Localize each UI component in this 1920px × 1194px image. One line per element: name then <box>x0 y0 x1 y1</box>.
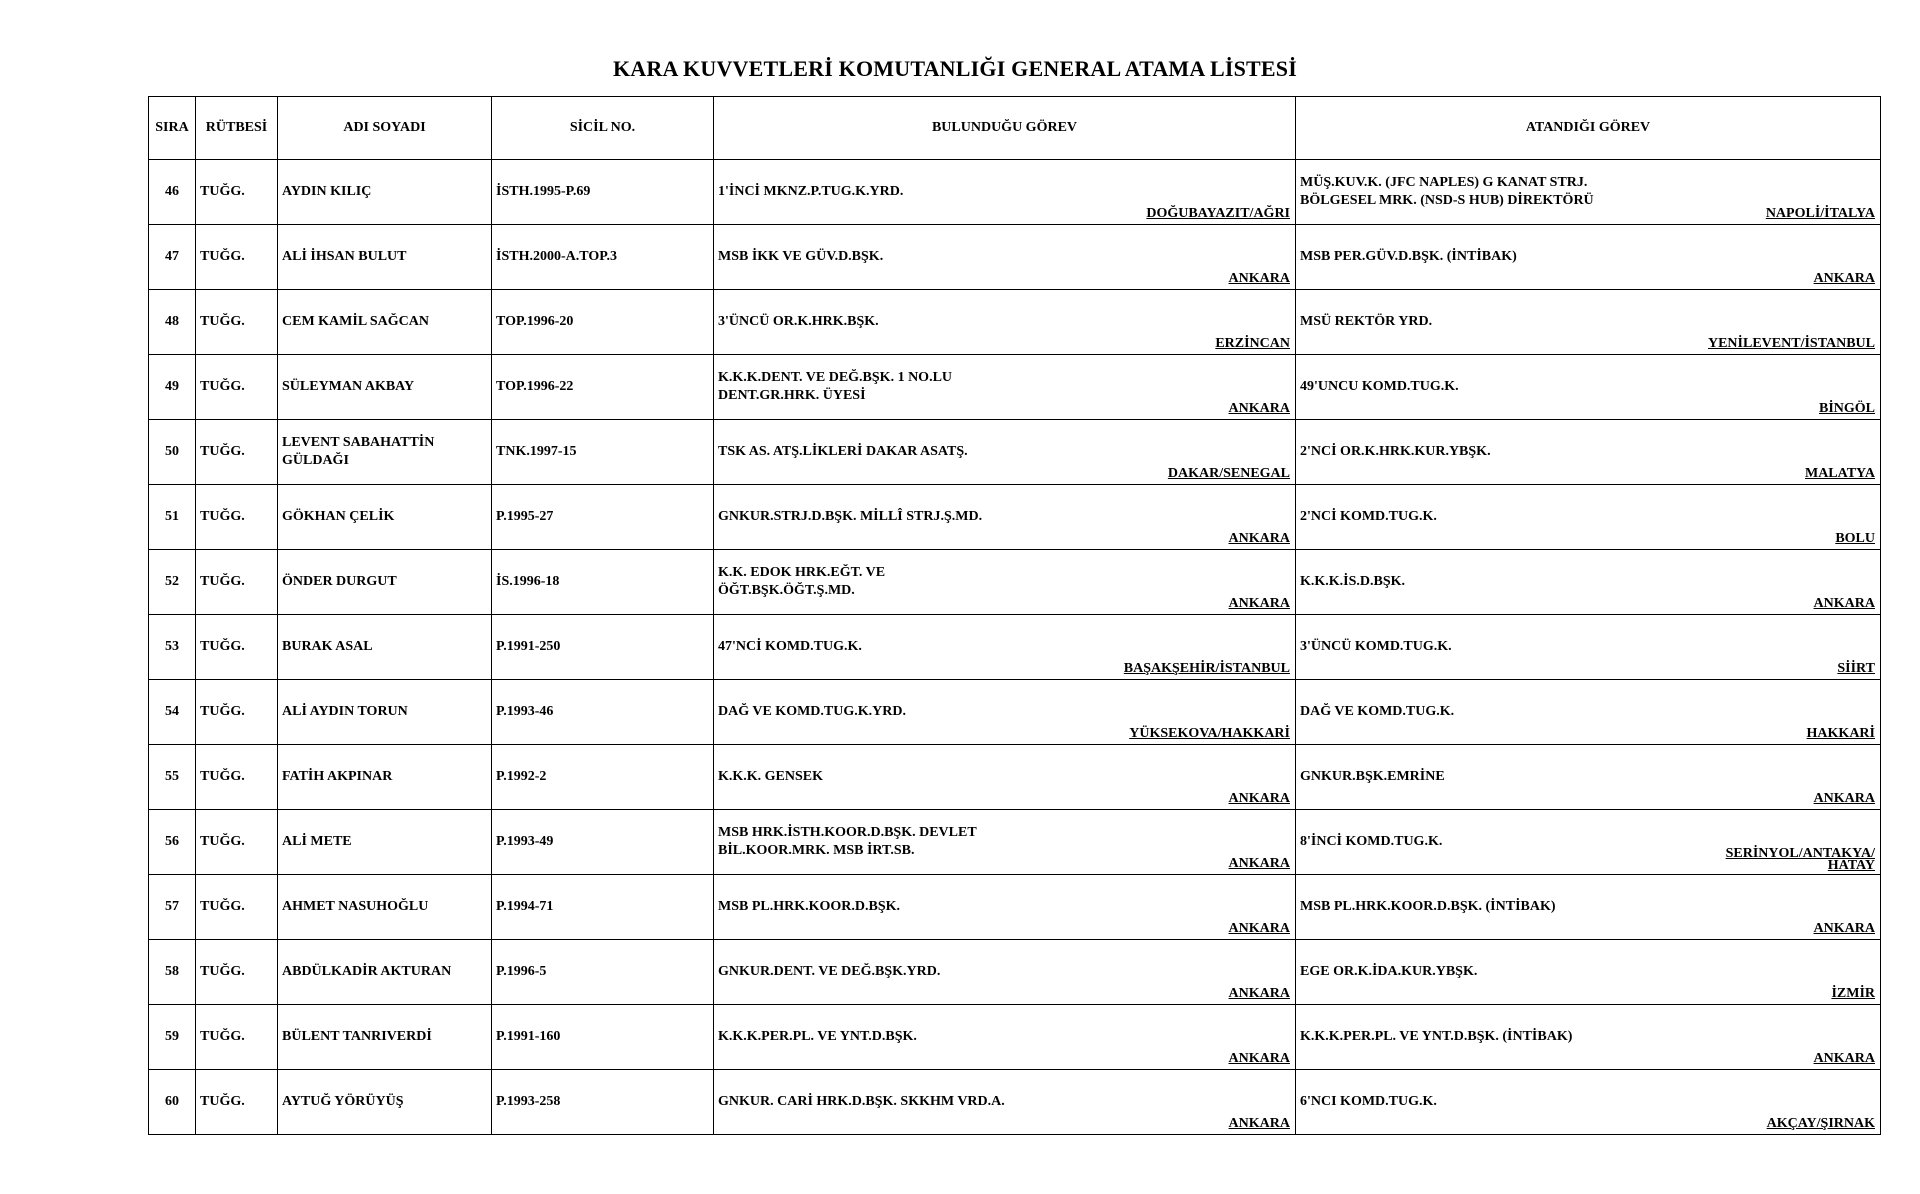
rutbe-cell-text: TUĞG. <box>200 639 245 654</box>
ad-soyad-cell <box>278 810 492 875</box>
atandigi-gorev-cell-gorev: 6'NCI KOMD.TUG.K. <box>1300 1094 1437 1109</box>
ad-soyad-cell-text: GÖKHAN ÇELİK <box>282 509 395 524</box>
bulundugu-gorev-cell-yer: DOĞUBAYAZIT/AĞRI <box>1146 206 1290 221</box>
bulundugu-gorev-cell-gorev: MSB İKK VE GÜV.D.BŞK. <box>718 249 884 264</box>
rutbe-cell-text: TUĞG. <box>200 379 245 394</box>
bulundugu-gorev-cell <box>714 485 1296 550</box>
sira-cell <box>149 1005 196 1070</box>
ad-soyad-cell <box>278 485 492 550</box>
bulundugu-gorev-cell <box>714 420 1296 485</box>
bulundugu-gorev-cell-gorev: K.K.K.DENT. VE DEĞ.BŞK. 1 NO.LU DENT.GR.HRK. ÜYESİ <box>718 370 953 403</box>
ad-soyad-cell-text: ALİ METE <box>282 834 352 849</box>
sicil-no-cell-text: TNK.1997-15 <box>496 444 577 459</box>
table-row <box>149 355 1881 420</box>
sicil-no-cell-text: P.1991-160 <box>496 1029 561 1044</box>
rutbe-cell <box>196 745 278 810</box>
ad-soyad-cell <box>278 550 492 615</box>
table-row <box>149 1005 1881 1070</box>
bulundugu-gorev-cell-yer: ANKARA <box>1228 921 1290 936</box>
bulundugu-gorev-cell-gorev: TSK AS. ATŞ.LİKLERİ DAKAR ASATŞ. <box>718 444 968 459</box>
table-row <box>149 420 1881 485</box>
atandigi-gorev-cell-gorev: 8'İNCİ KOMD.TUG.K. <box>1300 834 1443 849</box>
rutbe-cell <box>196 615 278 680</box>
bulundugu-gorev-cell <box>714 745 1296 810</box>
ad-soyad-cell <box>278 225 492 290</box>
bulundugu-gorev-cell-yer: ANKARA <box>1228 856 1290 871</box>
bulundugu-gorev-cell-gorev: K.K.K.PER.PL. VE YNT.D.BŞK. <box>718 1029 917 1044</box>
table-row <box>149 940 1881 1005</box>
rutbe-cell-text: TUĞG. <box>200 444 245 459</box>
sicil-no-cell-text: İS.1996-18 <box>496 574 560 589</box>
ad-soyad-cell-text: ÖNDER DURGUT <box>282 574 397 589</box>
rutbe-cell <box>196 290 278 355</box>
rutbe-cell <box>196 940 278 1005</box>
table-row <box>149 290 1881 355</box>
sira-cell <box>149 940 196 1005</box>
table-row <box>149 810 1881 875</box>
ad-soyad-cell-text: LEVENT SABAHATTİN GÜLDAĞI <box>282 435 435 468</box>
atandigi-gorev-cell <box>1296 940 1881 1005</box>
atandigi-gorev-cell <box>1296 1005 1881 1070</box>
sira-cell <box>149 355 196 420</box>
atandigi-gorev-cell <box>1296 355 1881 420</box>
ad-soyad-cell-text: ALİ İHSAN BULUT <box>282 249 407 264</box>
sira-cell-text: 59 <box>165 1029 179 1044</box>
sira-cell <box>149 225 196 290</box>
rutbe-cell <box>196 875 278 940</box>
atandigi-gorev-cell-gorev: 2'NCİ OR.K.HRK.KUR.YBŞK. <box>1300 444 1491 459</box>
bulundugu-gorev-cell-yer: ERZİNCAN <box>1215 336 1290 351</box>
table-row <box>149 615 1881 680</box>
bulundugu-gorev-cell <box>714 225 1296 290</box>
sicil-no-cell <box>492 615 714 680</box>
bulundugu-gorev-cell <box>714 160 1296 225</box>
atandigi-gorev-cell-yer: ANKARA <box>1813 596 1875 611</box>
sira-cell <box>149 420 196 485</box>
rutbe-cell-text: TUĞG. <box>200 899 245 914</box>
bulundugu-gorev-cell <box>714 680 1296 745</box>
ad-soyad-cell-text: SÜLEYMAN AKBAY <box>282 379 415 394</box>
ad-soyad-cell-text: AYTUĞ YÖRÜYÜŞ <box>282 1094 404 1109</box>
table-row <box>149 875 1881 940</box>
ad-soyad-cell <box>278 680 492 745</box>
ad-soyad-cell <box>278 615 492 680</box>
atandigi-gorev-cell <box>1296 1070 1881 1135</box>
header-ad-soyad: ADI SOYADI <box>278 97 492 160</box>
bulundugu-gorev-cell-yer: YÜKSEKOVA/HAKKARİ <box>1129 726 1290 741</box>
sicil-no-cell <box>492 940 714 1005</box>
ad-soyad-cell-text: FATİH AKPINAR <box>282 769 393 784</box>
atandigi-gorev-cell <box>1296 810 1881 875</box>
atandigi-gorev-cell <box>1296 485 1881 550</box>
sira-cell-text: 46 <box>165 184 179 199</box>
atandigi-gorev-cell-gorev: EGE OR.K.İDA.KUR.YBŞK. <box>1300 964 1478 979</box>
atandigi-gorev-cell-gorev: MÜŞ.KUV.K. (JFC NAPLES) G KANAT STRJ. BÖLGESEL MRK. (NSD-S HUB) DİREKTÖRÜ <box>1300 175 1594 208</box>
rutbe-cell <box>196 160 278 225</box>
rutbe-cell-text: TUĞG. <box>200 509 245 524</box>
ad-soyad-cell <box>278 355 492 420</box>
atandigi-gorev-cell <box>1296 680 1881 745</box>
header-sira: SIRA <box>149 97 196 160</box>
atandigi-gorev-cell-yer: SİİRT <box>1837 661 1875 676</box>
rutbe-cell-text: TUĞG. <box>200 314 245 329</box>
atandigi-gorev-cell <box>1296 550 1881 615</box>
sicil-no-cell-text: İSTH.2000-A.TOP.3 <box>496 249 617 264</box>
rutbe-cell-text: TUĞG. <box>200 1029 245 1044</box>
ad-soyad-cell-text: ALİ AYDIN TORUN <box>282 704 408 719</box>
atandigi-gorev-cell <box>1296 875 1881 940</box>
bulundugu-gorev-cell <box>714 615 1296 680</box>
bulundugu-gorev-cell-gorev: 47'NCİ KOMD.TUG.K. <box>718 639 862 654</box>
sira-cell-text: 53 <box>165 639 179 654</box>
table-body <box>149 160 1881 1135</box>
sicil-no-cell-text: TOP.1996-20 <box>496 314 574 329</box>
rutbe-cell-text: TUĞG. <box>200 834 245 849</box>
sira-cell-text: 56 <box>165 834 179 849</box>
sira-cell-text: 57 <box>165 899 179 914</box>
bulundugu-gorev-cell <box>714 940 1296 1005</box>
ad-soyad-cell-text: BURAK ASAL <box>282 639 373 654</box>
atandigi-gorev-cell-yer: İZMİR <box>1831 986 1875 1001</box>
rutbe-cell-text: TUĞG. <box>200 964 245 979</box>
table-row <box>149 1070 1881 1135</box>
ad-soyad-cell <box>278 160 492 225</box>
table-row <box>149 745 1881 810</box>
rutbe-cell <box>196 1070 278 1135</box>
header-bulundugu-gorev: BULUNDUĞU GÖREV <box>714 97 1296 160</box>
atandigi-gorev-cell <box>1296 225 1881 290</box>
ad-soyad-cell <box>278 420 492 485</box>
bulundugu-gorev-cell-gorev: 1'İNCİ MKNZ.P.TUG.K.YRD. <box>718 184 904 199</box>
table-row <box>149 160 1881 225</box>
atandigi-gorev-cell-yer-devam: HATAY <box>1827 858 1875 873</box>
bulundugu-gorev-cell-gorev: GNKUR. CARİ HRK.D.BŞK. SKKHM VRD.A. <box>718 1094 1005 1109</box>
atandigi-gorev-cell <box>1296 160 1881 225</box>
rutbe-cell-text: TUĞG. <box>200 574 245 589</box>
rutbe-cell <box>196 1005 278 1070</box>
sira-cell <box>149 1070 196 1135</box>
atandigi-gorev-cell-gorev: K.K.K.PER.PL. VE YNT.D.BŞK. (İNTİBAK) <box>1300 1029 1573 1044</box>
atandigi-gorev-cell-gorev: MSÜ REKTÖR YRD. <box>1300 314 1433 329</box>
rutbe-cell <box>196 485 278 550</box>
sicil-no-cell-text: P.1992-2 <box>496 769 547 784</box>
bulundugu-gorev-cell-yer: BAŞAKŞEHİR/İSTANBUL <box>1123 661 1290 676</box>
sira-cell-text: 60 <box>165 1094 179 1109</box>
table-row <box>149 550 1881 615</box>
bulundugu-gorev-cell-gorev: K.K. EDOK HRK.EĞT. VE ÖĞT.BŞK.ÖĞT.Ş.MD. <box>718 565 886 598</box>
atandigi-gorev-cell-yer: ANKARA <box>1813 271 1875 286</box>
atandigi-gorev-cell-yer: BOLU <box>1835 531 1875 546</box>
rutbe-cell-text: TUĞG. <box>200 249 245 264</box>
bulundugu-gorev-cell-gorev: DAĞ VE KOMD.TUG.K.YRD. <box>718 704 906 719</box>
rutbe-cell <box>196 420 278 485</box>
table-row <box>149 225 1881 290</box>
sira-cell <box>149 550 196 615</box>
bulundugu-gorev-cell-gorev: MSB PL.HRK.KOOR.D.BŞK. <box>718 899 901 914</box>
rutbe-cell <box>196 355 278 420</box>
bulundugu-gorev-cell <box>714 550 1296 615</box>
bulundugu-gorev-cell-gorev: GNKUR.DENT. VE DEĞ.BŞK.YRD. <box>718 964 941 979</box>
rutbe-cell-text: TUĞG. <box>200 1094 245 1109</box>
sicil-no-cell-text: P.1994-71 <box>496 899 554 914</box>
bulundugu-gorev-cell-yer: ANKARA <box>1228 271 1290 286</box>
ad-soyad-cell <box>278 875 492 940</box>
atandigi-gorev-cell-yer: AKÇAY/ŞIRNAK <box>1766 1116 1875 1131</box>
atandigi-gorev-cell <box>1296 290 1881 355</box>
atandigi-gorev-cell <box>1296 745 1881 810</box>
sira-cell <box>149 745 196 810</box>
atandigi-gorev-cell-gorev: 3'ÜNCÜ KOMD.TUG.K. <box>1300 639 1452 654</box>
sira-cell-text: 54 <box>165 704 179 719</box>
sira-cell <box>149 615 196 680</box>
bulundugu-gorev-cell-gorev: GNKUR.STRJ.D.BŞK. MİLLÎ STRJ.Ş.MD. <box>718 509 983 524</box>
ad-soyad-cell-text: AYDIN KILIÇ <box>282 184 372 199</box>
atandigi-gorev-cell <box>1296 615 1881 680</box>
sicil-no-cell <box>492 745 714 810</box>
rutbe-cell-text: TUĞG. <box>200 184 245 199</box>
atandigi-gorev-cell-gorev: MSB PL.HRK.KOOR.D.BŞK. (İNTİBAK) <box>1300 899 1556 914</box>
sira-cell <box>149 290 196 355</box>
sira-cell-text: 55 <box>165 769 179 784</box>
atandigi-gorev-cell-yer: HAKKARİ <box>1806 726 1875 741</box>
bulundugu-gorev-cell-yer: ANKARA <box>1228 531 1290 546</box>
rutbe-cell <box>196 550 278 615</box>
rutbe-cell <box>196 225 278 290</box>
bulundugu-gorev-cell-yer: ANKARA <box>1228 1116 1290 1131</box>
ad-soyad-cell <box>278 1005 492 1070</box>
table-header-row <box>149 97 1881 160</box>
sicil-no-cell <box>492 875 714 940</box>
atandigi-gorev-cell-yer: ANKARA <box>1813 921 1875 936</box>
table-row <box>149 485 1881 550</box>
sicil-no-cell-text: P.1993-258 <box>496 1094 561 1109</box>
atandigi-gorev-cell <box>1296 420 1881 485</box>
sicil-no-cell <box>492 550 714 615</box>
ad-soyad-cell <box>278 745 492 810</box>
sira-cell-text: 52 <box>165 574 179 589</box>
sira-cell-text: 51 <box>165 509 179 524</box>
sicil-no-cell-text: P.1993-49 <box>496 834 554 849</box>
rutbe-cell <box>196 810 278 875</box>
assignment-table <box>148 96 1881 1135</box>
sicil-no-cell <box>492 485 714 550</box>
atandigi-gorev-cell-gorev: GNKUR.BŞK.EMRİNE <box>1300 769 1445 784</box>
sira-cell <box>149 680 196 745</box>
sira-cell-text: 48 <box>165 314 179 329</box>
ad-soyad-cell <box>278 290 492 355</box>
atandigi-gorev-cell-gorev: K.K.K.İS.D.BŞK. <box>1300 574 1406 589</box>
bulundugu-gorev-cell <box>714 290 1296 355</box>
bulundugu-gorev-cell <box>714 1005 1296 1070</box>
rutbe-cell-text: TUĞG. <box>200 769 245 784</box>
atandigi-gorev-cell-yer: ANKARA <box>1813 791 1875 806</box>
sicil-no-cell-text: P.1993-46 <box>496 704 554 719</box>
sira-cell <box>149 485 196 550</box>
bulundugu-gorev-cell-yer: ANKARA <box>1228 401 1290 416</box>
sicil-no-cell-text: İSTH.1995-P.69 <box>496 184 591 199</box>
bulundugu-gorev-cell-yer: DAKAR/SENEGAL <box>1167 466 1290 481</box>
atandigi-gorev-cell-yer: ANKARA <box>1813 1051 1875 1066</box>
bulundugu-gorev-cell-yer: ANKARA <box>1228 986 1290 1001</box>
document-title: KARA KUVVETLERİ KOMUTANLIĞI GENERAL ATAMA LİSTESİ <box>613 56 1297 81</box>
sira-cell <box>149 160 196 225</box>
sira-cell-text: 58 <box>165 964 179 979</box>
sicil-no-cell <box>492 1005 714 1070</box>
atandigi-gorev-cell-gorev: 49'UNCU KOMD.TUG.K. <box>1300 379 1459 394</box>
atandigi-gorev-cell-yer: NAPOLİ/İTALYA <box>1765 206 1875 221</box>
sira-cell-text: 50 <box>165 444 179 459</box>
sicil-no-cell <box>492 355 714 420</box>
sicil-no-cell <box>492 810 714 875</box>
sicil-no-cell <box>492 680 714 745</box>
ad-soyad-cell <box>278 940 492 1005</box>
table-row <box>149 680 1881 745</box>
ad-soyad-cell-text: BÜLENT TANRIVERDİ <box>282 1029 432 1044</box>
bulundugu-gorev-cell-yer: ANKARA <box>1228 1051 1290 1066</box>
rutbe-cell <box>196 680 278 745</box>
sicil-no-cell <box>492 1070 714 1135</box>
bulundugu-gorev-cell-gorev: K.K.K. GENSEK <box>718 769 824 784</box>
sicil-no-cell <box>492 420 714 485</box>
header-sicil-no: SİCİL NO. <box>492 97 714 160</box>
sira-cell-text: 49 <box>165 379 179 394</box>
bulundugu-gorev-cell-yer: ANKARA <box>1228 596 1290 611</box>
sicil-no-cell-text: P.1991-250 <box>496 639 561 654</box>
header-rutbe: RÜTBESİ <box>196 97 278 160</box>
atandigi-gorev-cell-yer: MALATYA <box>1804 466 1875 481</box>
atandigi-gorev-cell-yer: SERİNYOL/ANTAKYA/ <box>1725 846 1875 861</box>
ad-soyad-cell-text: AHMET NASUHOĞLU <box>282 899 429 914</box>
ad-soyad-cell-text: ABDÜLKADİR AKTURAN <box>282 964 452 979</box>
sicil-no-cell <box>492 225 714 290</box>
sicil-no-cell <box>492 160 714 225</box>
bulundugu-gorev-cell-gorev: 3'ÜNCÜ OR.K.HRK.BŞK. <box>718 314 879 329</box>
atandigi-gorev-cell-yer: BİNGÖL <box>1818 401 1875 416</box>
sicil-no-cell-text: TOP.1996-22 <box>496 379 574 394</box>
sicil-no-cell <box>492 290 714 355</box>
sicil-no-cell-text: P.1996-5 <box>496 964 547 979</box>
sira-cell-text: 47 <box>165 249 179 264</box>
bulundugu-gorev-cell <box>714 810 1296 875</box>
ad-soyad-cell-text: CEM KAMİL SAĞCAN <box>282 314 430 329</box>
sicil-no-cell-text: P.1995-27 <box>496 509 554 524</box>
bulundugu-gorev-cell <box>714 1070 1296 1135</box>
sira-cell <box>149 810 196 875</box>
header-atandigi-gorev: ATANDIĞI GÖREV <box>1296 97 1881 160</box>
bulundugu-gorev-cell-yer: ANKARA <box>1228 791 1290 806</box>
atandigi-gorev-cell-gorev: MSB PER.GÜV.D.BŞK. (İNTİBAK) <box>1300 249 1517 264</box>
bulundugu-gorev-cell-gorev: MSB HRK.İSTH.KOOR.D.BŞK. DEVLET BİL.KOOR.MRK. MSB İRT.SB. <box>718 825 977 858</box>
bulundugu-gorev-cell <box>714 875 1296 940</box>
bulundugu-gorev-cell <box>714 355 1296 420</box>
atandigi-gorev-cell-gorev: DAĞ VE KOMD.TUG.K. <box>1300 704 1455 719</box>
sira-cell <box>149 875 196 940</box>
atandigi-gorev-cell-gorev: 2'NCİ KOMD.TUG.K. <box>1300 509 1437 524</box>
ad-soyad-cell <box>278 1070 492 1135</box>
atandigi-gorev-cell-yer: YENİLEVENT/İSTANBUL <box>1707 336 1875 351</box>
rutbe-cell-text: TUĞG. <box>200 704 245 719</box>
